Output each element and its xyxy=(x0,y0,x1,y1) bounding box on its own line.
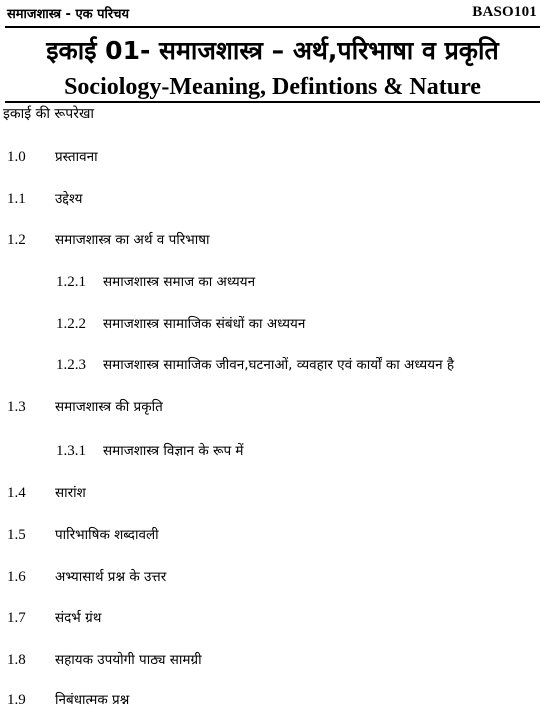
toc-item-number: 1.1 xyxy=(7,191,26,207)
unit-title-english: Sociology-Meaning, Defintions & Nature xyxy=(64,74,481,100)
toc-item xyxy=(7,483,86,503)
toc-item-label: पारिभाषिक शब्दावली xyxy=(55,527,159,543)
toc-item-number: 1.4 xyxy=(7,485,26,501)
toc-item-label: प्रस्तावना xyxy=(55,149,98,165)
toc-item-label: उद्देश्य xyxy=(55,191,83,207)
toc-subitem xyxy=(56,272,255,292)
toc-item xyxy=(7,525,159,545)
toc-item-label: समाजशास्त्र का अर्थ व परिभाषा xyxy=(55,232,210,248)
toc-item-label: सारांश xyxy=(55,485,86,501)
toc-subitem xyxy=(56,441,244,461)
toc-item-number: 1.6 xyxy=(7,569,26,585)
course-title: समाजशास्त्र - एक परिचय xyxy=(7,7,130,22)
toc-item-number: 1.5 xyxy=(7,527,26,543)
toc-item xyxy=(7,397,163,417)
toc-item-label: समाजशास्त्र विज्ञान के रूप में xyxy=(103,443,244,459)
toc-item-number: 1.3.1 xyxy=(56,443,86,459)
toc-item-label: सहायक उपयोगी पाठ्य सामग्री xyxy=(55,652,202,668)
toc-item xyxy=(7,567,166,587)
toc-item-label: समाजशास्त्र सामाजिक संबंधों का अध्ययन xyxy=(103,316,306,332)
toc-item-label: समाजशास्त्र समाज का अध्ययन xyxy=(103,274,256,290)
unit-title-hindi: इकाई 01- समाजशास्त्र – अर्थ,परिभाषा व प्रकृति xyxy=(46,36,499,65)
toc-item-label: संदर्भ ग्रंथ xyxy=(55,610,102,626)
toc-item-number: 1.7 xyxy=(7,610,26,626)
toc-item-label: अभ्यासार्थ प्रश्न के उत्तर xyxy=(55,569,167,585)
toc-item-number: 1.2.3 xyxy=(56,357,86,373)
toc-item-label: समाजशास्त्र की प्रकृति xyxy=(55,399,163,415)
toc-item xyxy=(7,230,210,250)
toc-item-label: समाजशास्त्र सामाजिक जीवन,घटनाओं, व्यवहार एवं कार्यों का अध्ययन है xyxy=(103,357,455,373)
toc-item-number: 1.0 xyxy=(7,149,26,165)
header-divider xyxy=(5,26,540,28)
title-divider xyxy=(5,101,540,103)
toc-item xyxy=(7,690,129,710)
toc-item xyxy=(7,650,202,670)
toc-item-number: 1.8 xyxy=(7,652,26,668)
toc-subitem xyxy=(56,314,305,334)
toc-item-number: 1.2.2 xyxy=(56,316,86,332)
toc-item-number: 1.2 xyxy=(7,232,26,248)
toc-item-label: निबंधात्मक प्रश्न xyxy=(55,692,130,708)
toc-item xyxy=(7,608,101,628)
running-header xyxy=(7,4,537,26)
toc-item-number: 1.3 xyxy=(7,399,26,415)
course-code: BASO101 xyxy=(472,4,537,20)
toc-item xyxy=(7,147,98,167)
toc-item-number: 1.9 xyxy=(7,692,26,708)
toc-subitem xyxy=(56,355,454,375)
outline-heading: इकाई की रूपरेखा xyxy=(3,106,95,122)
toc-item-number: 1.2.1 xyxy=(56,274,86,290)
toc-item xyxy=(7,189,83,209)
